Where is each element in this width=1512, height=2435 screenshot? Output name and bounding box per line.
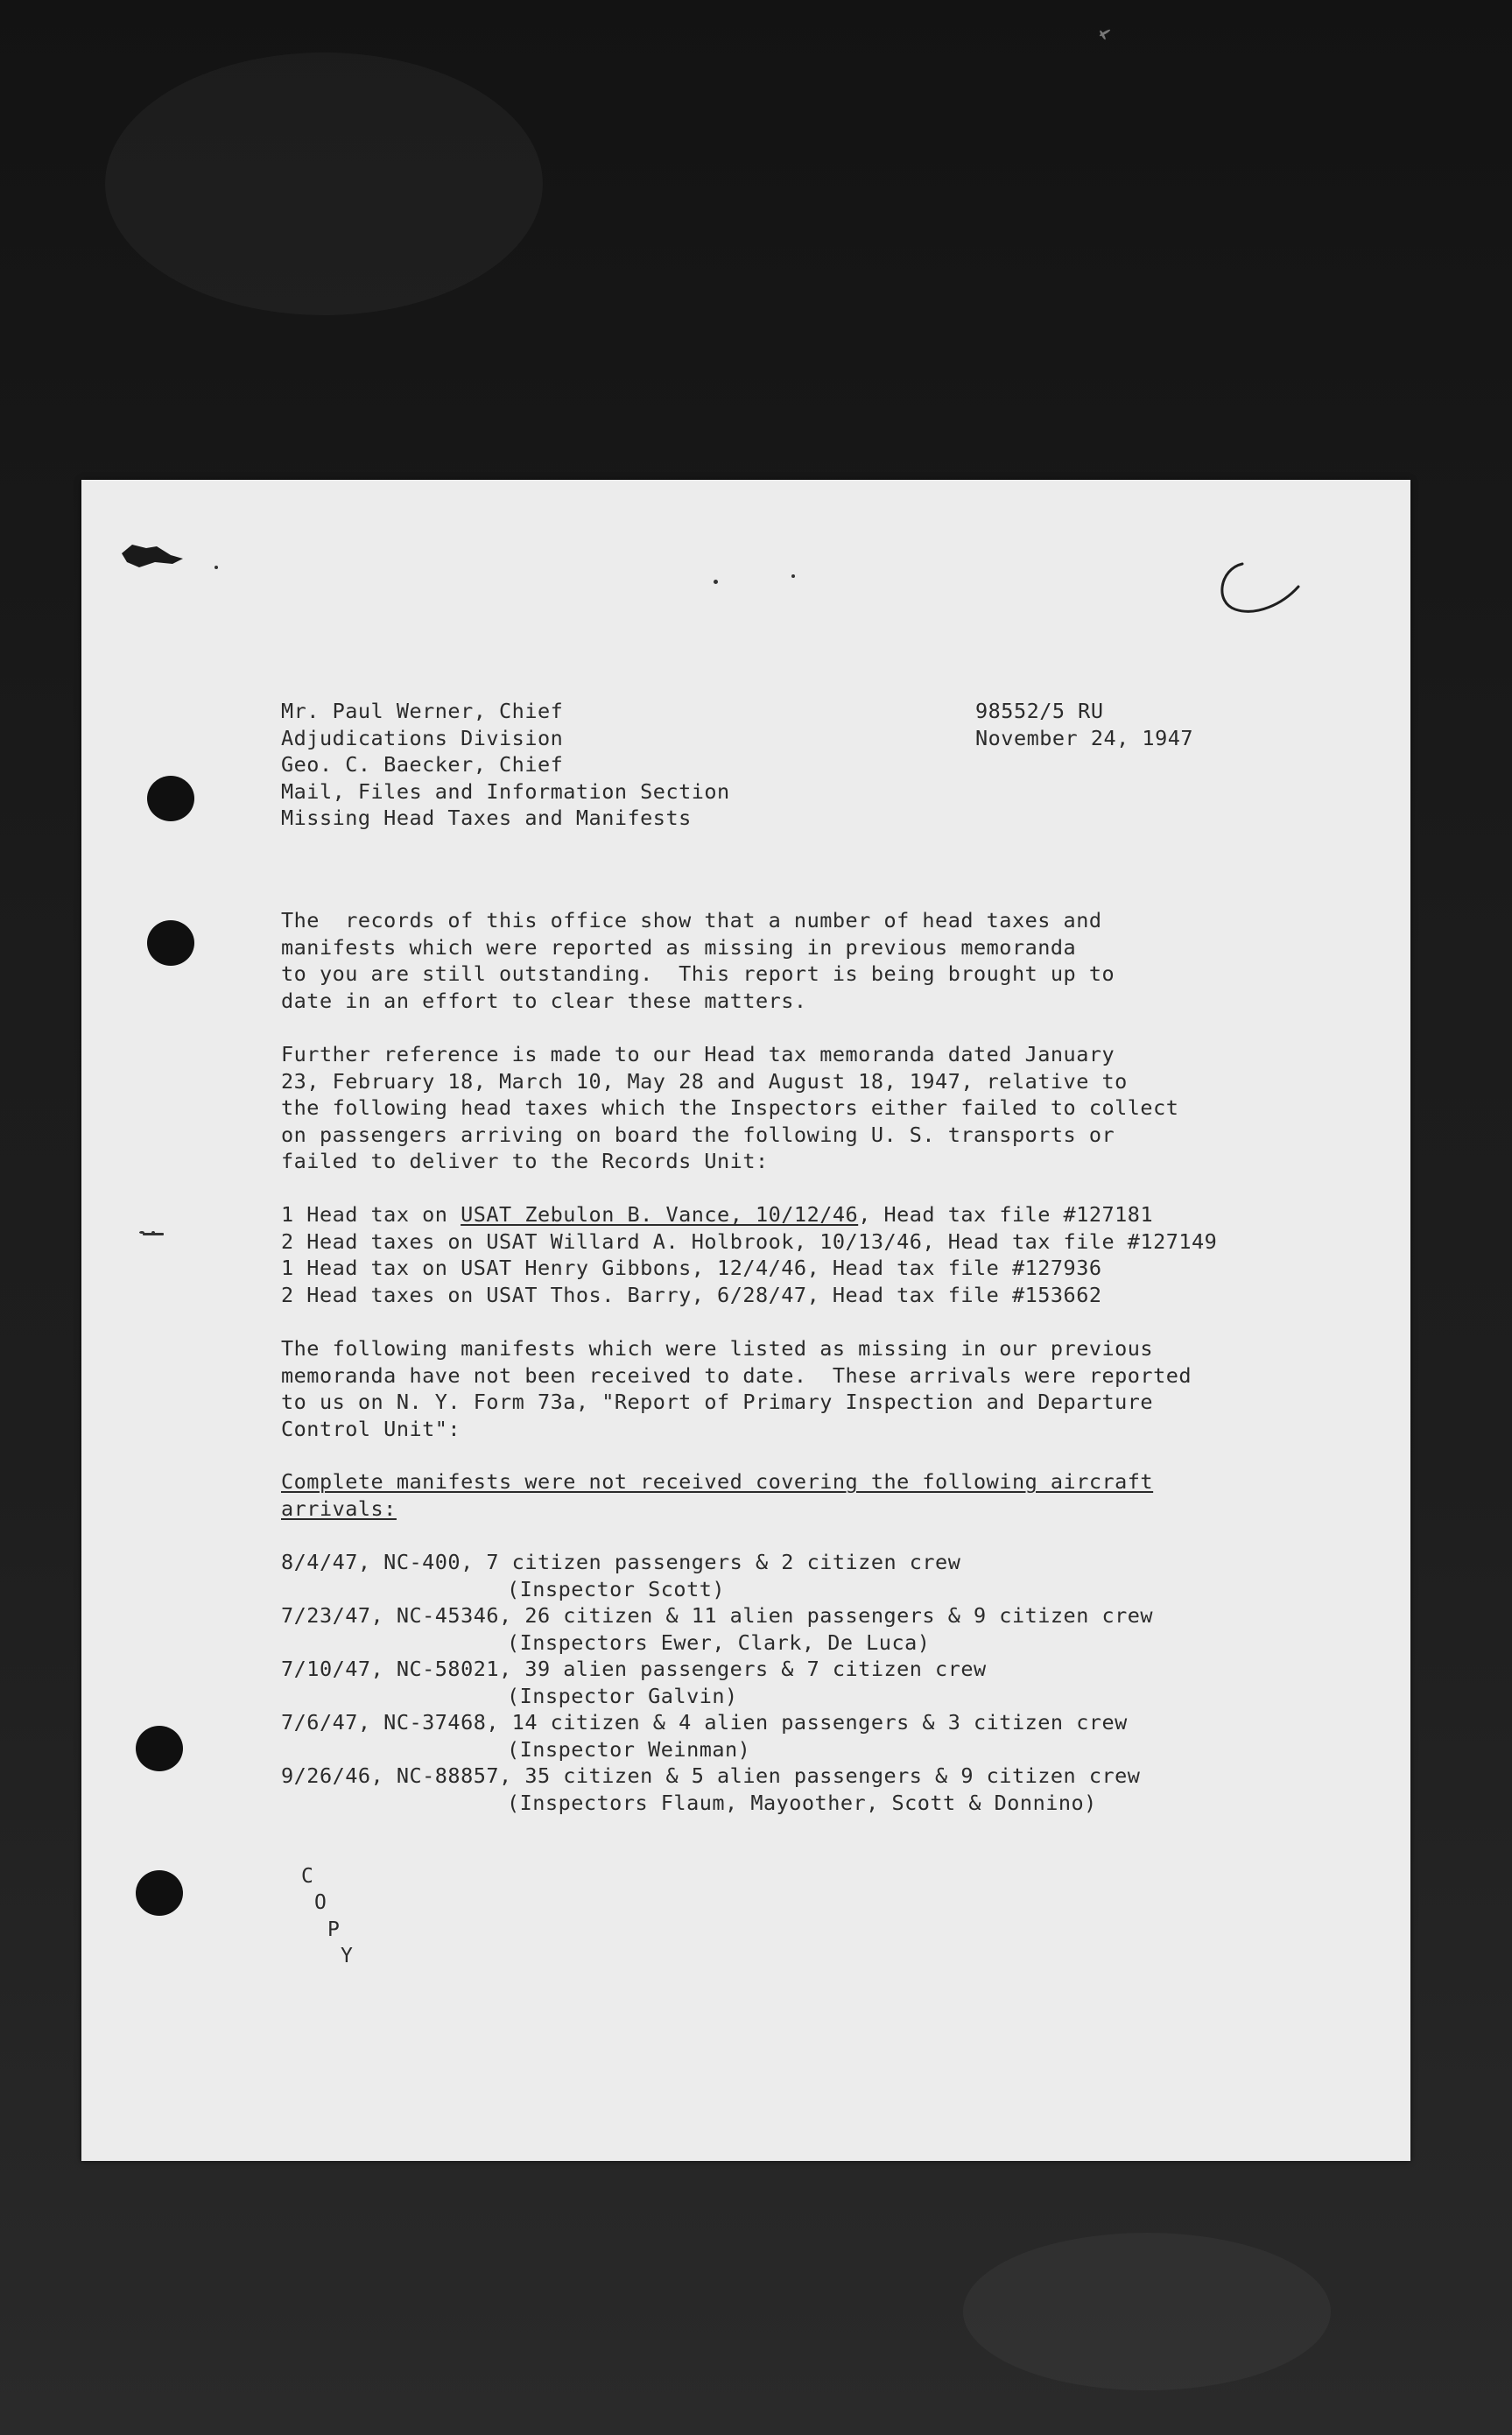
head-tax-transport: USAT Henry Gibbons, 12/4/46 [461, 1256, 807, 1280]
paragraph-line: 23, February 18, March 10, May 28 and August 18, 1947, relative to [281, 1068, 1128, 1094]
speck [714, 580, 718, 584]
memo-header-file-info [975, 698, 1193, 751]
paragraph-line: failed to deliver to the Records Unit: [281, 1149, 769, 1173]
file-number: 98552/5 RU [975, 699, 1104, 723]
head-tax-transport: USAT Willard A. Holbrook, 10/13/46 [486, 1228, 923, 1254]
header-line: Mail, Files and Information Section [281, 778, 730, 804]
paragraph-line: manifests which were reported as missing in previous memoranda [281, 934, 1077, 960]
punch-hole [147, 920, 194, 966]
copy-letter: P [327, 1918, 341, 1941]
head-tax-count: 2 Head taxes on [281, 1282, 487, 1307]
memo-subject: Missing Head Taxes and Manifests [281, 806, 692, 830]
arrival-inspectors: (Inspector Galvin) [507, 1683, 738, 1708]
head-tax-file: , Head tax file #127181 [858, 1202, 1154, 1227]
paragraph-line: Further reference is made to our Head tax memoranda dated January [281, 1042, 1115, 1066]
header-line: Mr. Paul Werner, Chief [281, 699, 564, 723]
paragraph-head-tax-reference [281, 1041, 1178, 1175]
speck [791, 574, 795, 578]
head-tax-list [281, 1201, 1217, 1308]
film-blotch [963, 2233, 1331, 2390]
heading-line [281, 1468, 1153, 1495]
punch-hole [147, 776, 194, 821]
torn-corner-mark [120, 541, 190, 576]
paragraph-missing-manifests [281, 1335, 1192, 1442]
punch-hole [136, 1726, 183, 1771]
header-line: Adjudications Division [281, 725, 564, 750]
arrival-inspectors: (Inspector Scott) [507, 1576, 726, 1601]
head-tax-transport: USAT Zebulon B. Vance, 10/12/46 [461, 1202, 859, 1227]
arrival-inspectors: (Inspector Weinman) [507, 1736, 751, 1762]
arrival-line: 7/23/47, NC-45346, 26 citizen & 11 alien passengers & 9 citizen crew [281, 1603, 1154, 1628]
heading-text: Complete manifests were not received covering the following aircraft [281, 1469, 1154, 1494]
header-line: Geo. C. Baecker, Chief [281, 752, 564, 777]
paragraph-line: The records of this office show that a number of head taxes and [281, 908, 1102, 932]
head-tax-transport: USAT Thos. Barry, 6/28/47 [486, 1282, 807, 1307]
arrival-line: 7/10/47, NC-58021, 39 alien passengers & 7 citizen crew [281, 1657, 987, 1681]
head-tax-count: 1 Head tax on [281, 1256, 461, 1280]
arrival-line: 8/4/47, NC-400, 7 citizen passengers & 2 citizen crew [281, 1550, 961, 1574]
paragraph-line: on passengers arriving on board the following U. S. transports or [281, 1122, 1115, 1147]
paragraph-records-outstanding [281, 907, 1115, 1014]
manifest-heading [281, 1468, 1153, 1522]
heading-line [281, 1495, 1153, 1523]
head-tax-file: , Head tax file #127149 [922, 1228, 1218, 1254]
arrival-line: 7/6/47, NC-37468, 14 citizen & 4 alien passengers & 3 citizen crew [281, 1710, 1128, 1735]
speck [214, 566, 218, 569]
margin-dash [143, 1233, 164, 1235]
punch-hole [136, 1870, 183, 1916]
head-tax-item [281, 1282, 1217, 1309]
head-tax-item [281, 1201, 1217, 1228]
arrival-inspectors: (Inspectors Ewer, Clark, De Luca) [507, 1629, 931, 1655]
copy-letter: C [301, 1865, 314, 1888]
paragraph-line: date in an effort to clear these matters. [281, 988, 807, 1013]
aircraft-arrivals-list [281, 1549, 1153, 1816]
memo-date: November 24, 1947 [975, 725, 1194, 750]
head-tax-item [281, 1228, 1217, 1256]
paragraph-line: to you are still outstanding. This report is being brought up to [281, 961, 1115, 986]
copy-letter: Y [341, 1945, 354, 1967]
head-tax-count: 1 Head tax on [281, 1202, 461, 1227]
head-tax-file: , Head tax file #127936 [806, 1256, 1102, 1280]
head-tax-file: , Head tax file #153662 [806, 1282, 1102, 1307]
paragraph-line: to us on N. Y. Form 73a, "Report of Primary Inspection and Departure [281, 1390, 1154, 1414]
copy-letter: O [314, 1891, 327, 1914]
heading-text: arrivals: [281, 1495, 397, 1521]
head-tax-item [281, 1255, 1217, 1282]
paragraph-line: the following head taxes which the Inspectors either failed to collect [281, 1095, 1179, 1120]
film-blotch [105, 53, 543, 315]
memo-header-addressees [281, 698, 730, 832]
arrival-inspectors: (Inspectors Flaum, Mayoother, Scott & Donnino) [507, 1790, 1097, 1815]
handwritten-c-mark [1211, 555, 1316, 634]
head-tax-count: 2 Head taxes on [281, 1228, 487, 1254]
paragraph-line: The following manifests which were listed as missing in our previous [281, 1336, 1154, 1361]
paragraph-line: Control Unit": [281, 1416, 461, 1441]
paragraph-line: memoranda have not been received to date. These arrivals were reported [281, 1362, 1192, 1388]
memo-page [81, 480, 1410, 2161]
arrival-line: 9/26/46, NC-88857, 35 citizen & 5 alien passengers & 9 citizen crew [281, 1763, 1141, 1788]
